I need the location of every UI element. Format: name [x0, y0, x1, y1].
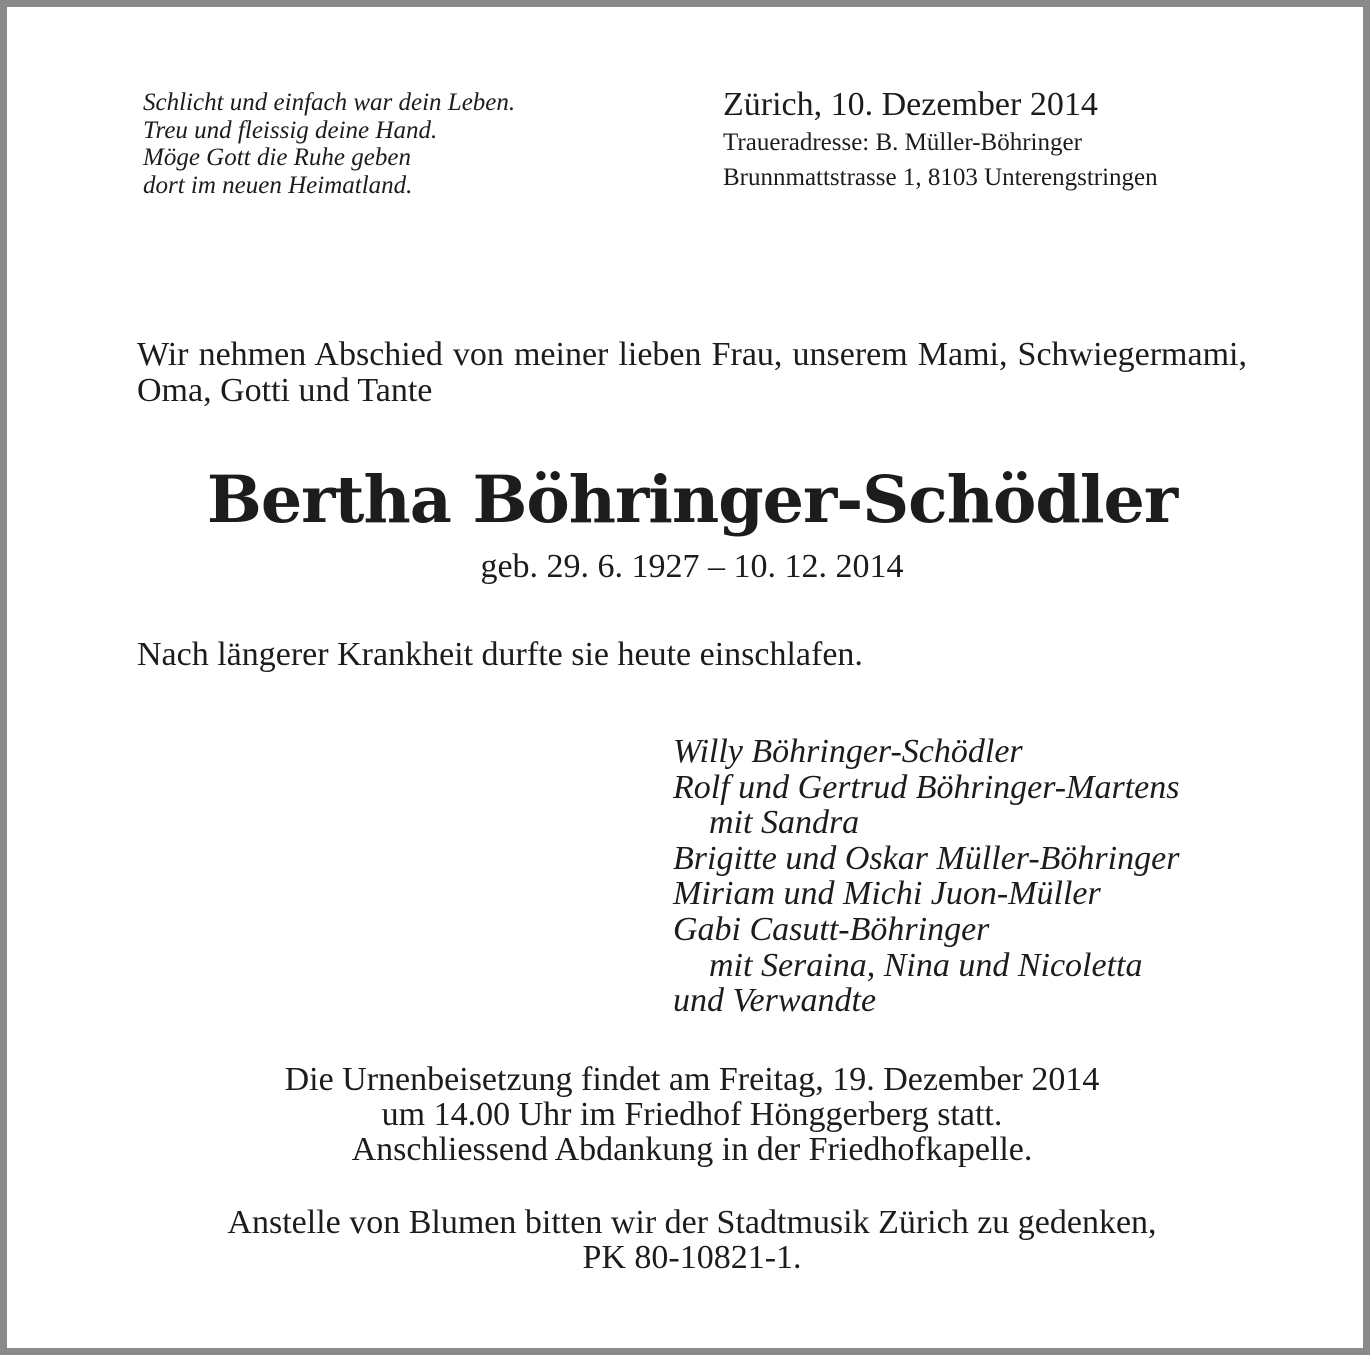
donation-info — [7, 1205, 1370, 1275]
verse-line: Schlicht und einfach war dein Leben. — [143, 89, 516, 116]
farewell-intro: Wir nehmen Abschied von meiner lieben Frau, unserem Mami, Schwiegermami, Oma, Gotti und Tante — [137, 336, 1247, 409]
service-info — [7, 1062, 1370, 1167]
donation-account: PK 80-10821-1. — [582, 1239, 802, 1276]
mourning-address-street: Brunnmattstrasse 1, 8103 Unterengstringen — [723, 164, 1158, 191]
service-line: Anschliessend Abdankung in der Friedhofkapelle. — [351, 1131, 1033, 1168]
family-member: und Verwandte — [673, 982, 877, 1020]
family-member: Brigitte und Oskar Müller-Böhringer — [673, 839, 1180, 877]
verse-line: Möge Gott die Ruhe geben — [143, 144, 411, 171]
life-dates: geb. 29. 6. 1927 – 10. 12. 2014 — [480, 548, 904, 585]
service-line: Die Urnenbeisetzung findet am Freitag, 19. Dezember 2014 — [284, 1061, 1100, 1098]
family-member: Willy Böhringer-Schödler — [673, 733, 1023, 770]
family-member: Miriam und Michi Juon-Müller — [673, 875, 1101, 913]
family-list — [673, 734, 1313, 1019]
passing-note: Nach längerer Krankheit durfte sie heute einschlafen. — [137, 636, 863, 673]
mourning-address-name: Traueradresse: B. Müller-Böhringer — [723, 129, 1082, 156]
family-member: mit Seraina, Nina und Nicoletta — [709, 946, 1143, 984]
deceased-name: Bertha Böhringer-Schödler — [206, 462, 1178, 538]
family-member: mit Sandra — [709, 804, 860, 842]
place-date: Zürich, 10. Dezember 2014 — [723, 86, 1098, 123]
verse — [143, 89, 623, 199]
verse-line: dort im neuen Heimatland. — [143, 171, 413, 199]
family-member: Gabi Casutt-Böhringer — [673, 910, 990, 948]
donation-line: Anstelle von Blumen bitten wir der Stadtmusik Zürich zu gedenken, — [227, 1204, 1157, 1241]
dateline — [723, 85, 1283, 195]
family-member: Rolf und Gertrud Böhringer-Martens — [673, 768, 1180, 806]
verse-line: Treu und fleissig deine Hand. — [143, 116, 438, 144]
service-line: um 14.00 Uhr im Friedhof Hönggerberg statt. — [381, 1096, 1003, 1133]
